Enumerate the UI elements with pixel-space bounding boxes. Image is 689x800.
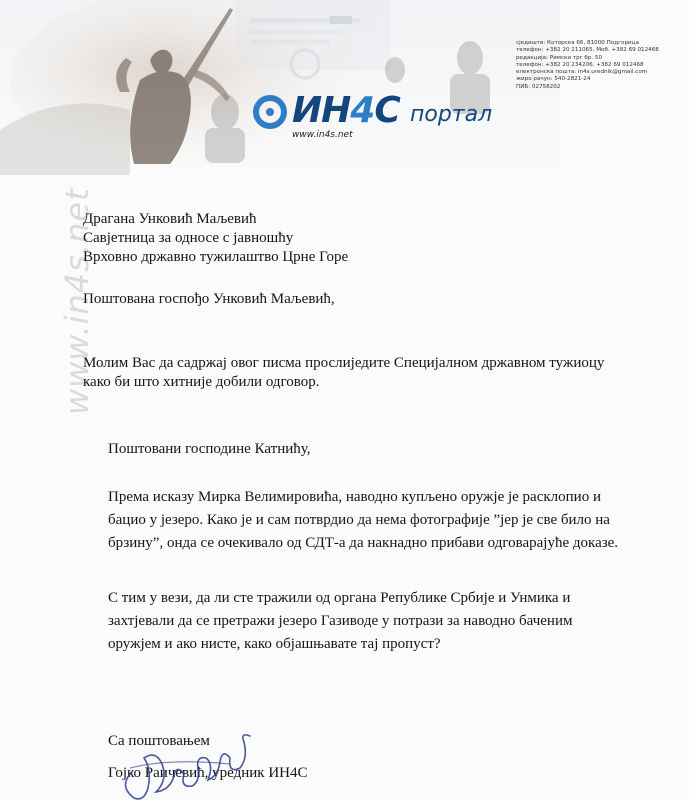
body-paragraph-1 <box>108 488 618 557</box>
signatory-line: Гојко Раичевић, уредник ИН4С <box>108 765 308 781</box>
addressee-name: Драгана Унковић Маљевић <box>83 211 257 227</box>
handwritten-signature <box>112 732 272 800</box>
addressee-block <box>83 210 348 267</box>
addressee-role: Савјетница за односе с јавношћу <box>83 230 294 246</box>
request-line: Молим Вас да садржај овог писма прослиједите Специјалном државном тужиоцу <box>83 355 605 371</box>
body-paragraph-2 <box>108 589 572 658</box>
logo-url: www.in4s.net <box>292 130 353 140</box>
logo-ring-icon <box>252 94 288 130</box>
contact-line: телефон: +382 20 211065, Моб. +382 69 012468 <box>516 47 659 54</box>
logo-subtitle: портал <box>410 102 493 127</box>
request-paragraph <box>83 354 604 392</box>
salutation-second: Поштовани господине Катнићу, <box>108 441 311 457</box>
paragraph-line: захтјевали да се претражи језеро Газиводе у потрази за наводно баченим <box>108 613 573 629</box>
contact-line: жиро рачун: 540-2821-24 <box>516 76 591 83</box>
contact-line: редакција: Римски трг бр. 50 <box>516 54 603 61</box>
paragraph-line: С тим у вези, да ли сте тражили од органа Републике Србије и Унмика и <box>108 590 571 606</box>
paragraph-line: брзину”, онда се очекивало од СДТ-а да накнадно прибави одговарајуће доказе. <box>108 535 619 551</box>
salutation-first: Поштована госпођо Унковић Маљевић, <box>83 291 335 307</box>
contact-line: телефон: +382 20 234206, +382 69 012468 <box>516 61 644 68</box>
logo-wordmark: ИН4С <box>292 90 400 131</box>
contact-info <box>516 40 686 91</box>
header-collage-image <box>0 0 560 175</box>
contact-line: сједиште: Которска 66, 81000 Подгорица <box>516 40 639 46</box>
contact-line: електронска пошта: in4s.urednik@gmail.com <box>516 69 648 76</box>
contact-line: ПИБ: 02758202 <box>516 83 561 90</box>
side-watermark: www.in4s.net <box>58 187 96 415</box>
addressee-institution: Врховно државно тужилаштво Црне Горе <box>83 249 349 265</box>
paragraph-line: Према исказу Мирка Велимировића, наводно купљено оружје је расклопио и <box>108 489 601 505</box>
paragraph-line: бацио у језеро. Како је и сам потврдио да нема фотографије ”јер је све било на <box>108 512 610 528</box>
paragraph-line: оружјем и ако нисте, како објашњавате тај пропуст? <box>108 636 441 652</box>
request-line: како би што хитније добили одговор. <box>83 374 320 390</box>
closing-line: Са поштовањем <box>108 733 210 749</box>
